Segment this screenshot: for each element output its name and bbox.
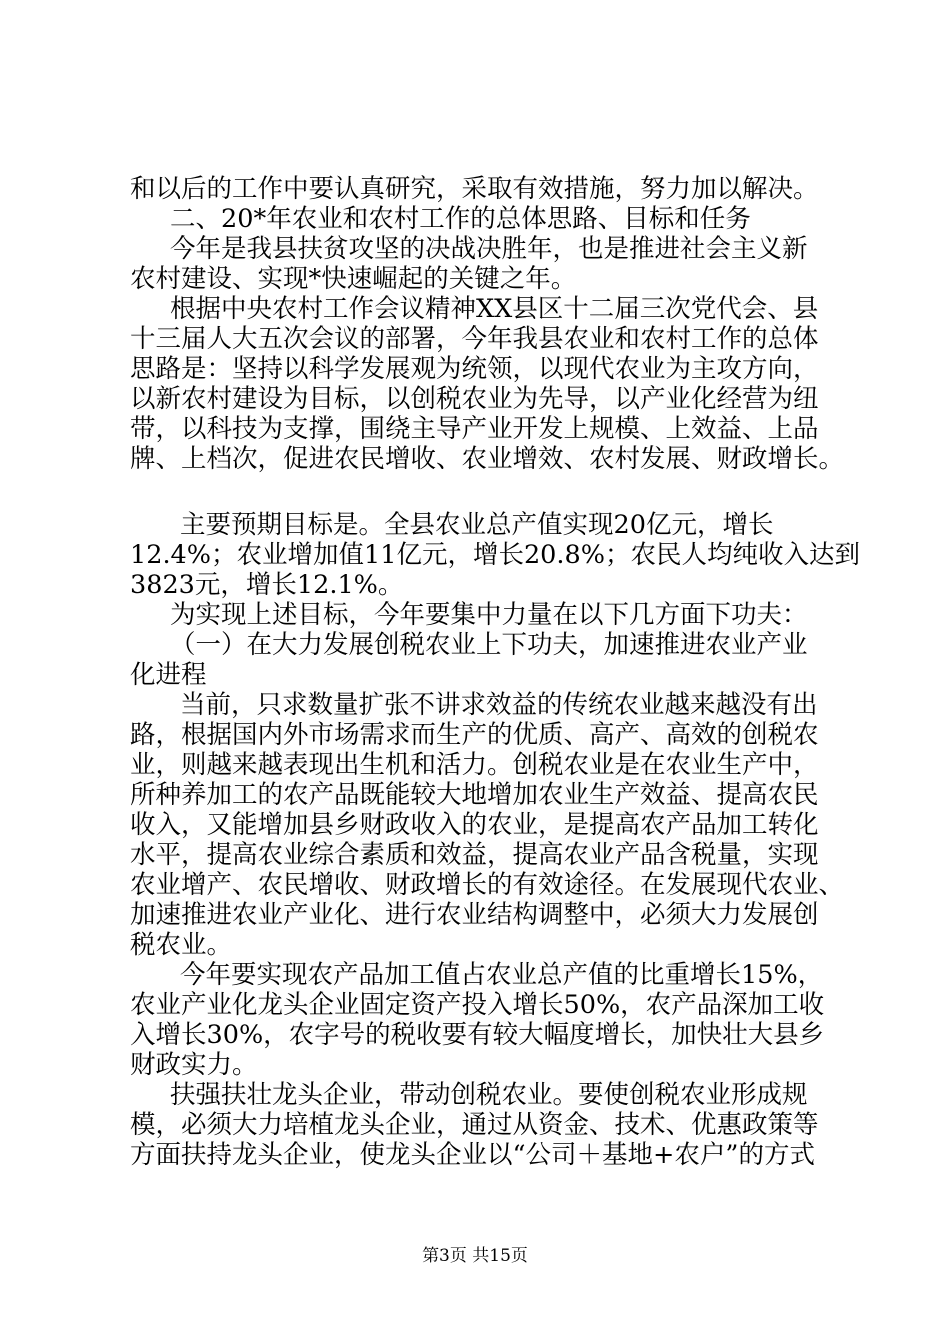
text-line: 当前，只求数量扩张不讲求效益的传统农业越来越没有出 <box>180 690 818 720</box>
text-line: 扶强扶壮龙头企业，带动创税农业。要使创税农业形成规 <box>170 1080 808 1110</box>
text-line: 农业产业化龙头企业固定资产投入增长50%，农产品深加工收 <box>130 990 825 1020</box>
text-line: 今年是我县扶贫攻坚的决战决胜年，也是推进社会主义新 <box>170 234 808 264</box>
text-line: 以新农村建设为目标，以创税农业为先导，以产业化经营为纽 <box>130 384 819 414</box>
text-line: 牌、上档次，促进农民增收、农业增效、农村发展、财政增长。 <box>130 444 845 474</box>
text-line: 水平，提高农业综合素质和效益，提高农业产品含税量，实现 <box>130 840 819 870</box>
document-body <box>130 174 860 1170</box>
page-number-footer: 第3页 共15页 <box>422 1246 528 1266</box>
text-line: 带，以科技为支撑，围绕主导产业开发上规模、上效益、上品 <box>130 414 819 444</box>
text-line: 十三届人大五次会议的部署，今年我县农业和农村工作的总体 <box>130 324 819 354</box>
subsection-heading-cont: 化进程 <box>130 660 207 690</box>
text-line: 模，必须大力培植龙头企业，通过从资金、技术、优惠政策等 <box>130 1110 819 1140</box>
text-line: 路，根据国内外市场需求而生产的优质、高产、高效的创税农 <box>130 720 819 750</box>
text-line: 根据中央农村工作会议精神XX县区十二届三次党代会、县 <box>170 294 819 324</box>
text-line: 入增长30%，农字号的税收要有较大幅度增长，加快壮大县乡 <box>130 1020 825 1050</box>
text-line: 加速推进农业产业化、进行农业结构调整中，必须大力发展创 <box>130 900 819 930</box>
text-line: 收入，又能增加县乡财政收入的农业，是提高农产品加工转化 <box>130 810 819 840</box>
text-line: 农业增产、农民增收、财政增长的有效途径。在发展现代农业、 <box>130 870 845 900</box>
text-line: 所种养加工的农产品既能较大地增加农业生产效益、提高农民 <box>130 780 819 810</box>
subsection-heading: （一）在大力发展创税农业上下功夫，加速推进农业产业 <box>170 630 808 660</box>
text-line: 和以后的工作中要认真研究，采取有效措施，努力加以解决。 <box>130 174 819 204</box>
text-line: 今年要实现农产品加工值占农业总产值的比重增长15%， <box>180 960 824 990</box>
paragraph-gap <box>130 474 830 510</box>
text-line: 12.4%；农业增加值11亿元，增长20.8%；农民人均纯收入达到 <box>130 540 860 570</box>
text-line: 农村建设、实现*快速崛起的关键之年。 <box>130 264 577 294</box>
text-line: 税农业。 <box>130 930 233 960</box>
text-line: 方面扶持龙头企业，使龙头企业以“公司＋基地+农户”的方式 <box>130 1140 815 1170</box>
text-line: 财政实力。 <box>130 1050 258 1080</box>
text-line: 思路是：坚持以科学发展观为统领，以现代农业为主攻方向， <box>130 354 819 384</box>
text-line: 3823元，增长12.1%。 <box>130 570 404 600</box>
text-line: 主要预期目标是。全县农业总产值实现20亿元，增长 <box>180 510 774 540</box>
text-line: 为实现上述目标，今年要集中力量在以下几方面下功夫： <box>170 600 808 630</box>
text-line: 业，则越来越表现出生机和活力。创税农业是在农业生产中， <box>130 750 819 780</box>
section-heading: 二、20*年农业和农村工作的总体思路、目标和任务 <box>170 204 751 234</box>
